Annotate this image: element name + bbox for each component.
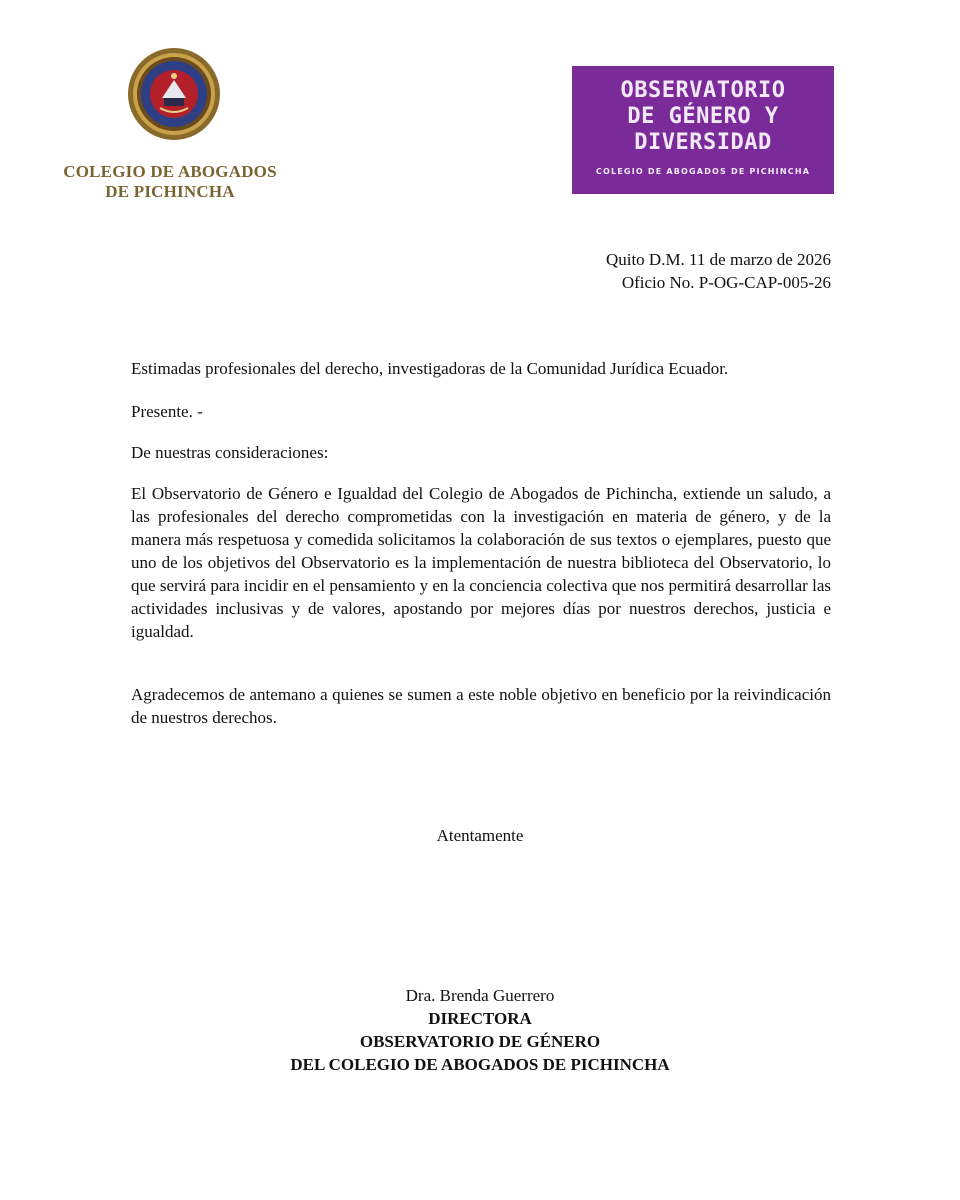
- banner-title: [572, 78, 834, 156]
- colegio-abogados-name: [40, 162, 300, 202]
- observatorio-banner-logo: [572, 66, 834, 194]
- paragraph-1-text: El Observatorio de Género e Igualdad del Colegio de Abogados de Pichincha, extiende un saludo, a las profesionales del derecho comprometidas con la investigación en materia de género, y de la manera más respetuosa y comedida solicitamos la colaboración de sus textos o ejemplares, puesto que uno de los objetivos del Observatorio es la implementación de nuestra biblioteca del Observatorio, lo que servirá para incidir en el pensamiento y en la conciencia colectiva que nos permitirá desarrollar las actividades inclusivas y de valores, apostando por mejores días por nuestros derechos, justicia e igualdad.: [131, 484, 831, 641]
- signer-role: DIRECTORA: [428, 1009, 532, 1028]
- letter-meta: [606, 248, 831, 294]
- salutation: Estimadas profesionales del derecho, investigadoras de la Comunidad Jurídica Ecuador.: [131, 359, 729, 378]
- closing: Atentamente: [436, 826, 524, 845]
- signature-block: [0, 984, 960, 1076]
- banner-title-line1: OBSERVATORIO: [620, 78, 786, 103]
- body-paragraph-2: [131, 683, 831, 729]
- letter-date: Quito D.M. 11 de marzo de 2026: [605, 250, 831, 269]
- org-name-line2: DE PICHINCHA: [105, 182, 235, 201]
- oficio-number: Oficio No. P-OG-CAP-005-26: [621, 273, 831, 292]
- colegio-abogados-seal-icon: [126, 46, 222, 142]
- banner-title-line3: DIVERSIDAD: [634, 130, 772, 155]
- org-name-line1: COLEGIO DE ABOGADOS: [63, 162, 277, 181]
- presente: Presente. -: [131, 402, 203, 421]
- paragraph-2-text: Agradecemos de antemano a quienes se sumen a este noble objetivo en beneficio por la reivindicación de nuestros derechos.: [131, 685, 831, 727]
- signer-org-line1: OBSERVATORIO DE GÉNERO: [359, 1032, 601, 1051]
- signer-name: Dra. Brenda Guerrero: [405, 986, 555, 1005]
- considerations: De nuestras consideraciones:: [131, 443, 329, 462]
- body-paragraph-1: [131, 482, 831, 643]
- banner-subtitle: COLEGIO DE ABOGADOS DE PICHINCHA: [595, 167, 811, 176]
- banner-title-line2: DE GÉNERO Y: [627, 104, 779, 129]
- signer-org-line2: DEL COLEGIO DE ABOGADOS DE PICHINCHA: [290, 1055, 670, 1074]
